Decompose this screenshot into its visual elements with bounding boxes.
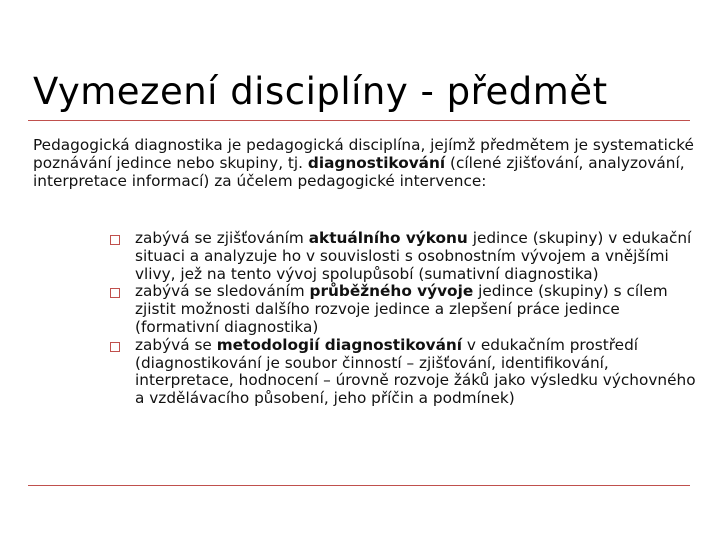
bullet-text-post: jedince (skupiny) s cílem zjistit možnosti dalšího rozvoje jedince a zlepšení práce jedince (formativní diagnostika)	[135, 282, 668, 336]
bullet-text-pre: zabývá se	[135, 335, 217, 354]
bullet-text-post: v edukačním prostředí (diagnostikování je soubor činností – zjišťování, identifikování, interpretace, hodnocení – úrovně rozvoje žáků jako výsledku výchovného a vzdělávacího působení, jeho příčin a podmínek)	[135, 335, 696, 408]
bullet-item	[108, 337, 708, 408]
bullet-text-bold: průběžného vývoje	[309, 282, 474, 301]
bullet-item	[108, 230, 708, 283]
bullet-text-pre: zabývá se zjišťováním	[135, 229, 309, 247]
square-bullet-icon	[110, 342, 120, 352]
bullet-text-pre: zabývá se sledováním	[135, 282, 310, 301]
bullet-list	[108, 230, 708, 408]
bullet-item	[108, 283, 708, 336]
intro-paragraph	[33, 136, 703, 191]
intro-text-1: Pedagogická diagnostika je pedagogická disciplína, jejímž předmětem je systematické poznávání jedince nebo skupiny, tj.	[33, 136, 694, 173]
slide-title: Vymezení disciplíny - předmět	[33, 70, 608, 113]
intro-bold-term: diagnostikování	[307, 154, 446, 173]
bullet-text-bold: metodologií diagnostikování	[216, 335, 463, 354]
intro-text-2: (cílené zjišťování, analyzování, interpretace informací) za účelem pedagogické intervence:	[33, 154, 685, 191]
footer-divider	[28, 485, 690, 486]
square-bullet-icon	[110, 288, 120, 298]
bullet-text-bold: aktuálního výkonu	[308, 229, 468, 247]
title-divider	[28, 120, 690, 121]
bullet-text-post: jedince (skupiny) v edukační situaci a analyzuje ho v souvislosti s osobnostním vývojem a vnějšími vlivy, jež na tento vývoj spolupůsobí (sumativní diagnostika)	[135, 229, 692, 283]
square-bullet-icon	[110, 235, 120, 245]
